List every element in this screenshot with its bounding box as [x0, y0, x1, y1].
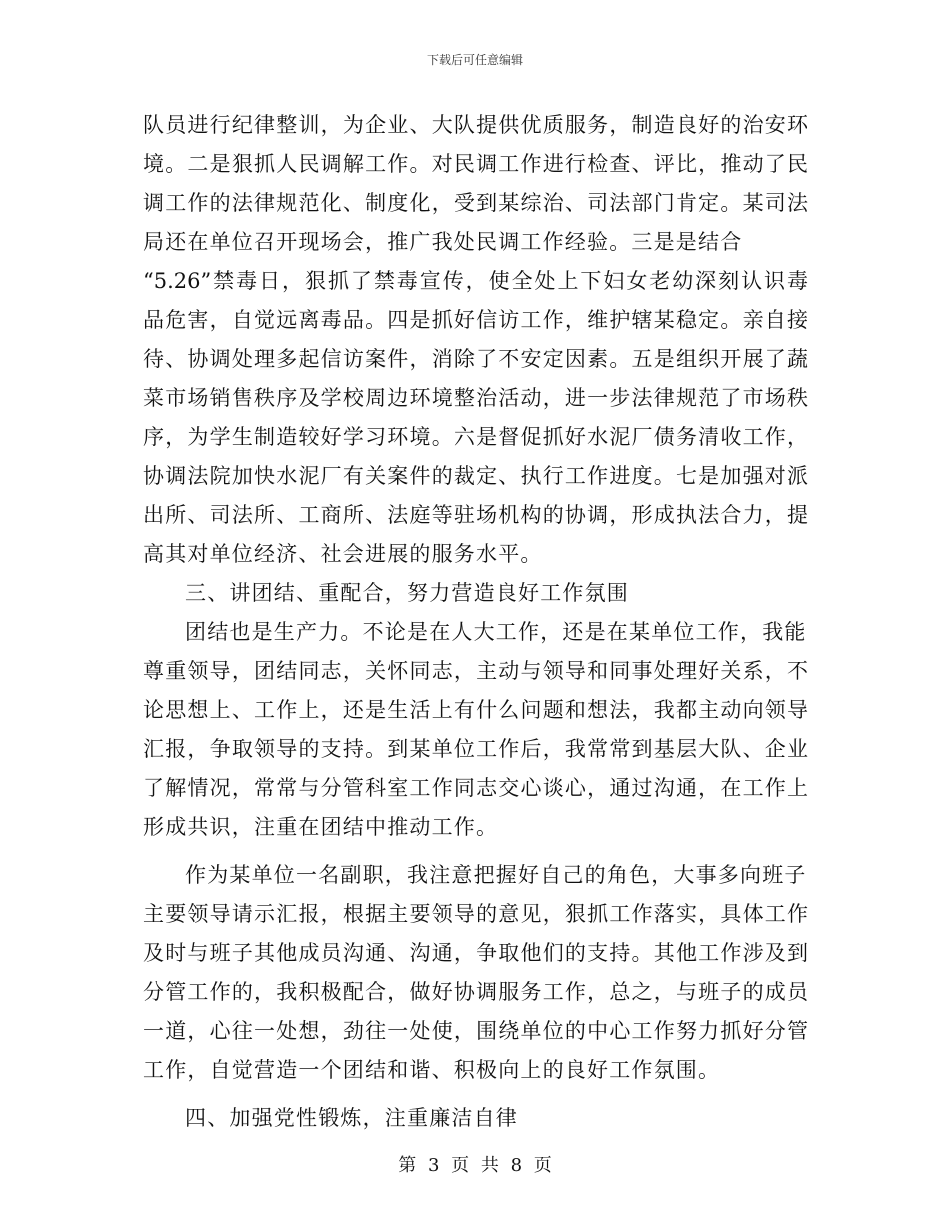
- paragraph-line: 境。二是狠抓人民调解工作。对民调工作进行检查、评比，推动了民: [143, 152, 808, 176]
- paragraph-line: 局还在单位召开现场会，推广我处民调工作经验。三是是结合: [143, 230, 743, 254]
- section-heading: 四、加强党性锻炼，注重廉洁自律: [185, 1106, 518, 1130]
- paragraph-line: 协调法院加快水泥厂有关案件的裁定、执行工作进度。七是加强对派: [143, 464, 808, 488]
- paragraph-line: 高其对单位经济、社会进展的服务水平。: [143, 542, 543, 566]
- paragraph-line: 形成共识，注重在团结中推动工作。: [143, 815, 499, 839]
- paragraph-line: 团结也是生产力。不论是在人大工作，还是在某单位工作，我能: [185, 620, 807, 644]
- paragraph-line: 及时与班子其他成员沟通、沟通，争取他们的支持。其他工作涉及到: [143, 941, 808, 965]
- document-body: [143, 106, 808, 1138]
- paragraph-line: “5.26”禁毒日，狠抓了禁毒宣传，使全处上下妇女老幼深刻认识毒: [143, 269, 808, 293]
- paragraph-line: 调工作的法律规范化、制度化，受到某综治、司法部门肯定。某司法: [143, 191, 808, 215]
- paragraph-line: 一道，心往一处想，劲往一处使，围绕单位的中心工作努力抓好分管: [143, 1019, 808, 1043]
- paragraph-line: 序，为学生制造较好学习环境。六是督促抓好水泥厂债务清收工作，: [143, 425, 808, 449]
- paragraph-line: 工作，自觉营造一个团结和谐、积极向上的良好工作氛围。: [143, 1058, 721, 1082]
- paragraph-gap: [143, 1090, 808, 1099]
- page-number: 第 3 页 共 8 页: [398, 1155, 552, 1176]
- section-heading: 三、讲团结、重配合，努力营造良好工作氛围: [185, 581, 629, 605]
- paragraph-line: 分管工作的，我积极配合，做好协调服务工作，总之，与班子的成员: [143, 980, 808, 1004]
- paragraph-line: 尊重领导，团结同志，关怀同志，主动与领导和同事处理好关系，不: [143, 659, 808, 683]
- paragraph-line: 作为某单位一名副职，我注意把握好自己的角色，大事多向班子: [185, 863, 807, 887]
- paragraph-line: 论思想上、工作上，还是生活上有什么问题和想法，我都主动向领导: [143, 698, 808, 722]
- paragraph-gap: [143, 847, 808, 856]
- page-header: 下载后可任意编辑: [426, 53, 523, 67]
- paragraph-line: 品危害，自觉远离毒品。四是抓好信访工作，维护辖某稳定。亲自接: [143, 308, 808, 332]
- paragraph-line: 菜市场销售秩序及学校周边环境整治活动，进一步法律规范了市场秩: [143, 386, 808, 410]
- paragraph-line: 了解情况，常常与分管科室工作同志交心谈心，通过沟通，在工作上: [143, 776, 808, 800]
- paragraph-line: 出所、司法所、工商所、法庭等驻场机构的协调，形成执法合力，提: [143, 503, 808, 527]
- paragraph-line: 主要领导请示汇报，根据主要领导的意见，狠抓工作落实，具体工作: [143, 902, 808, 926]
- paragraph-line: 队员进行纪律整训，为企业、大队提供优质服务，制造良好的治安环: [143, 113, 808, 137]
- paragraph-line: 汇报，争取领导的支持。到某单位工作后，我常常到基层大队、企业: [143, 737, 808, 761]
- paragraph-line: 待、协调处理多起信访案件，消除了不安定因素。五是组织开展了蔬: [143, 347, 808, 371]
